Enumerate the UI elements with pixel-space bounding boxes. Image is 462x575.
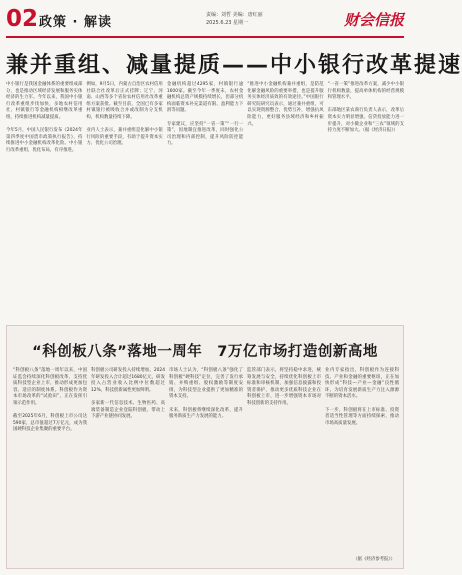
article2-column: 市场人士认为，“科创板八条”强化了科创板“硬科技”定位，完善了发行承销、并购重组、股权激励等制度安排，为科技型企业提供了更加精准的资本支持。 未来，科创板将继续深化改革，提升服务新质生产力发展的能力。: [169, 368, 243, 420]
newspaper-logo: 财会信报: [343, 11, 404, 29]
article1-column: “推进中小金融机构兼并重组，是防范化解金融风险的重要举措，也是提升服务实体经济质效的有效途径。”中国银行研究院研究员表示，通过兼并重组，可以实现资源整合、优势互补，增强抗风险能力，更好服务县域经济和乡村振兴。: [247, 82, 324, 127]
header-rule: [6, 36, 404, 38]
article2-column: 监管部门表示，将坚持稳中求进，统筹发展与安全，持续优化科创板上市标准和审核机制，加强信息披露和投资者保护，推动更多优质科技企业在科创板上市，进一步增强资本市场对科技创新的支持作用。: [247, 368, 321, 406]
article1-body: [6, 82, 404, 320]
article2-column: 科创板公司研发投入持续增加，2024年研发投入合计超过1680亿元，研发投入占营业收入比例中位数超过12%，科技创新属性更加鲜明。 多家新一代信息技术、生物医药、高端装备制造企业登陆科创板，带动上下游产业链协同发展。: [91, 368, 165, 420]
editor-line: 责编：刘哲 美编：唐红丽: [206, 12, 263, 18]
article1-column: 例如，9月5日，内蒙古自治区农村信用社联合社改革后正式挂牌；辽宁、河南、山西等多个省份农村信用社改革重组方案获批。截至目前，全国已有多家村镇银行被吸收合并或改制为分支机构，机构数量持续下降。 业内人士表示，兼并重组是化解中小银行风险的重要手段，有助于提升资本实力、优化公司治理。: [86, 82, 163, 147]
editor-info: [206, 11, 263, 27]
page-number: 02: [6, 6, 39, 32]
article2-column: 业内专家指出，科创板作为连接科技、产业和金融的重要枢纽，正在加快形成“科技—产业—金融”良性循环，为培育发展新质生产力注入源源不断的资本活水。 下一步，科创板将在上市标准、投资者适当性管理等方面持续探索，推动市场高质量发展。: [325, 368, 399, 426]
article1-column: 中小银行是我国金融体系的重要组成部分，也是推动区域经济发展和服务实体经济的生力军。今年以来，我国中小银行改革重组步伐加快，多地农村信用社、村镇银行等金融机构相继改革重组，持续推进机构减量提质。 今年5月，中国人民银行发布《2024年第四季度中国货币政策执行报告》，持续推进中小金融机构改革化险。中小银行改革重组，优化布局，有序推进。: [6, 82, 83, 153]
article1-column: “一省一策”推进改革方案，减少中小银行机构数量，提高单体机构的经营规模和管理水平。 东部地区某农商行负责人表示，改革后资本实力明显增强，信贷投放能力进一步提升，对小微企业和“三农”领域的支持力度不断加大。（据《经济日报》）: [327, 82, 405, 134]
article2-body: [13, 368, 399, 558]
section-title: 政策 · 解读: [39, 15, 112, 30]
masthead: [6, 6, 404, 36]
article1-headline: 兼并重组、减量提质——中小银行改革提速: [6, 53, 462, 78]
date-line: 2025.6.23 星期一: [206, 20, 249, 26]
article2-credit: （据《经济参考报》）: [353, 557, 395, 562]
article2-box: [6, 325, 404, 569]
article2-headline: “科创板八条”落地一周年 7万亿市场打造创新高地: [32, 344, 378, 360]
article1-column: 金融机构超过4295家，村镇银行逾1600家。截至今年一季度末，农村金融机构总资产规模持续增长，但部分机构面临资本补充渠道有限、盈利能力下滑等问题。 专家建议，应坚持“一省一策”“一行一策”，因地制宜推进改革，同时强化公司治理和内部控制，提升风险防控能力。: [166, 82, 244, 147]
article2-column: “科创板八条”落地一周年以来，中国证监会持续深化科创板改革，支持优质科技型企业上市，推动形成更加包容、适应的制度体系。科创板作为资本市场改革的“试验田”，正在发挥引领示范作用。 截至2025年6月，科创板上市公司达590家，总市值超过7万亿元，成为我国硬科技企业集聚的重要平台。: [13, 368, 87, 433]
